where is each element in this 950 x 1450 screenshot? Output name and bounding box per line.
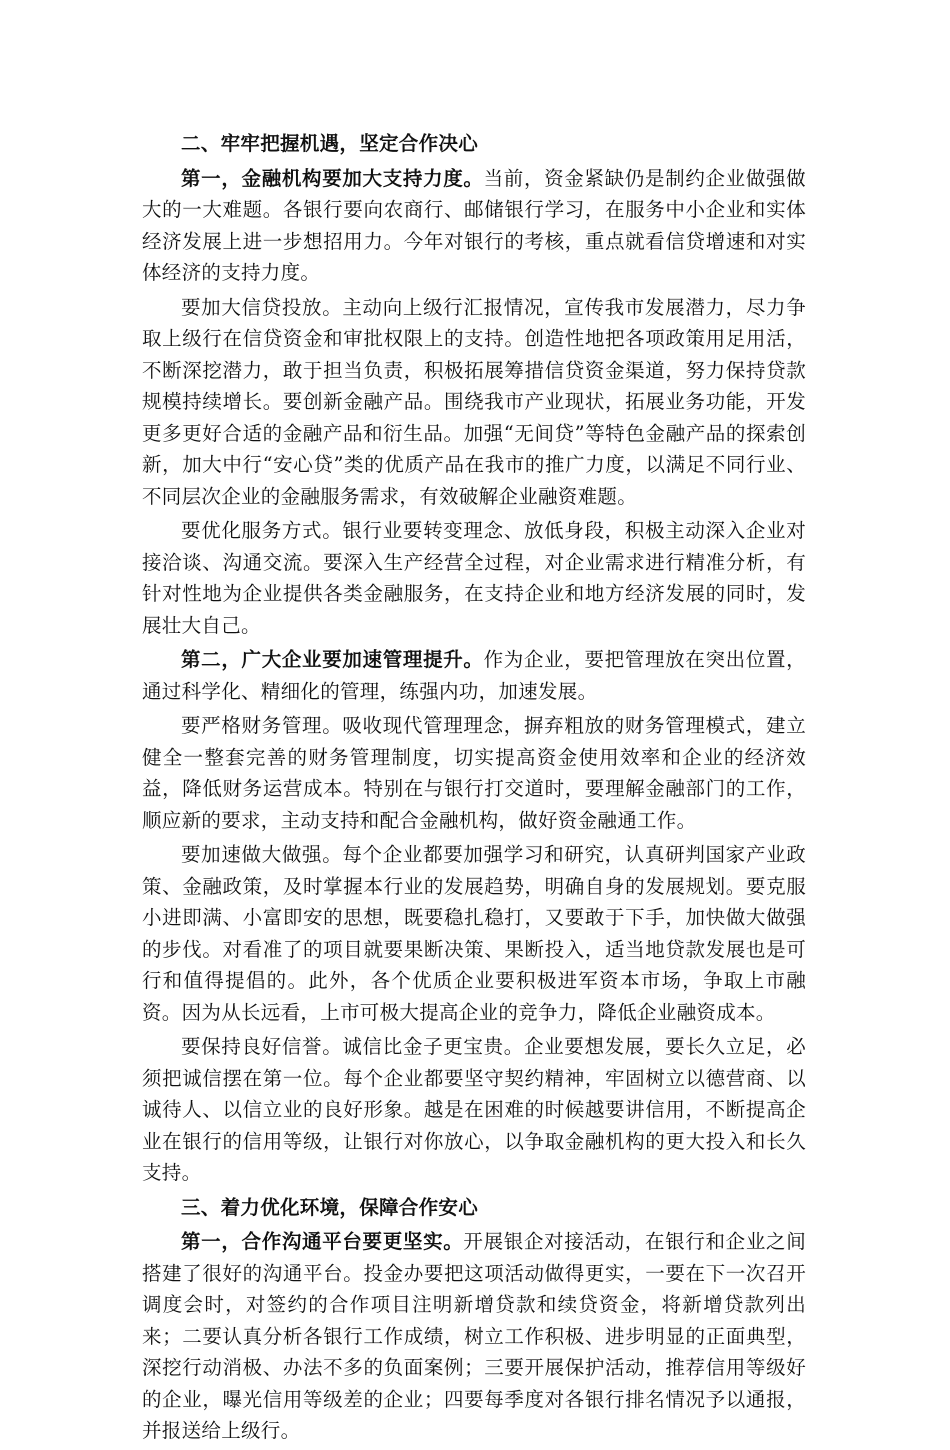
paragraph-text: 作为企业，要把管理放在突出位置，通过科学化、精细化的管理，练强内功，加速发展。 <box>142 648 806 703</box>
paragraph: 要严格财务管理。吸收现代管理理念，摒弃粗放的财务管理模式，建立健全一整套完善的财务管理制度，切实提高资金使用效率和企业的经济效益，降低财务运营成本。特别在与银行打交道时，要理解金融部门的工作，顺应新的要求，主动支持和配合金融机构，做好资金融通工作。 <box>142 714 806 832</box>
paragraph <box>142 163 806 289</box>
paragraph-lead: 第一，金融机构要加大支持力度。 <box>181 166 484 190</box>
paragraph: 要保持良好信誉。诚信比金子更宝贵。企业要想发展，要长久立足，必须把诚信摆在第一位。每个企业都要坚守契约精神，牢固树立以德营商、以诚待人、以信立业的良好形象。越是在困难的时候越要讲信用，不断提高企业在银行的信用等级，让银行对你放心，以争取金融机构的更大投入和长久支持。 <box>142 1035 806 1184</box>
paragraph <box>142 1226 806 1447</box>
paragraph-lead: 第二，广大企业要加速管理提升。 <box>181 648 484 671</box>
paragraph-text: 开展银企对接活动，在银行和企业之间搭建了很好的沟通平台。投金办要把这项活动做得更实，一要在下一次召开调度会时，对签约的合作项目注明新增贷款和续贷资金，将新增贷款列出来；二要认真分析各银行工作成绩，树立工作积极、进步明显的正面典型，深挖行动消极、办法不多的负面案例；三要开展保护活动，推荐信用等级好的企业，曝光信用等级差的企业；四要每季度对各银行排名情况予以通报，并报送给上级行。 <box>142 1230 806 1442</box>
paragraph: 要优化服务方式。银行业要转变理念、放低身段，积极主动深入企业对接洽谈、沟通交流。要深入生产经营全过程，对企业需求进行精准分析，有针对性地为企业提供各类金融服务，在支持企业和地方经济发展的同时，发展壮大自己。 <box>142 519 806 637</box>
paragraph: 要加大信贷投放。主动向上级行汇报情况，宣传我市发展潜力，尽力争取上级行在信贷资金和审批权限上的支持。创造性地把各项政策用足用活，不断深挖潜力，敢于担当负责，积极拓展筹措信贷资金渠道，努力保持贷款规模持续增长。要创新金融产品。围绕我市产业现状，拓展业务功能，开发更多更好合适的金融产品和衍生品。加强“无间贷”等特色金融产品的探索创新，加大中行“安心贷”类的优质产品在我市的推广力度，以满足不同行业、不同层次企业的金融服务需求，有效破解企业融资难题。 <box>142 295 806 508</box>
paragraph-lead: 第一，合作沟通平台要更坚实。 <box>181 1230 464 1253</box>
section-heading-3: 三、着力优化环境，保障合作安心 <box>181 1195 479 1219</box>
section-heading-2: 二、牢牢把握机遇，坚定合作决心 <box>181 132 479 155</box>
document-page <box>142 128 806 1450</box>
paragraph: 要加速做大做强。每个企业都要加强学习和研究，认真研判国家产业政策、金融政策，及时掌握本行业的发展趋势，明确自身的发展规划。要克服小进即满、小富即安的思想，既要稳扎稳打，又要敢于下手，加快做大做强的步伐。对看准了的项目就要果断决策、果断投入，适当地贷款发展也是可行和值得提倡的。此外，各个优质企业要积极进军资本市场，争取上市融资。因为从长远看，上市可极大提高企业的竞争力，降低企业融资成本。 <box>142 843 806 1024</box>
paragraph <box>142 644 806 707</box>
paragraph-text: 当前，资金紧缺仍是制约企业做强做大的一大难题。各银行要向农商行、邮储银行学习，在服务中小企业和实体经济发展上进一步想招用力。今年对银行的考核，重点就看信贷增速和对实体经济的支持力度。 <box>142 166 806 284</box>
